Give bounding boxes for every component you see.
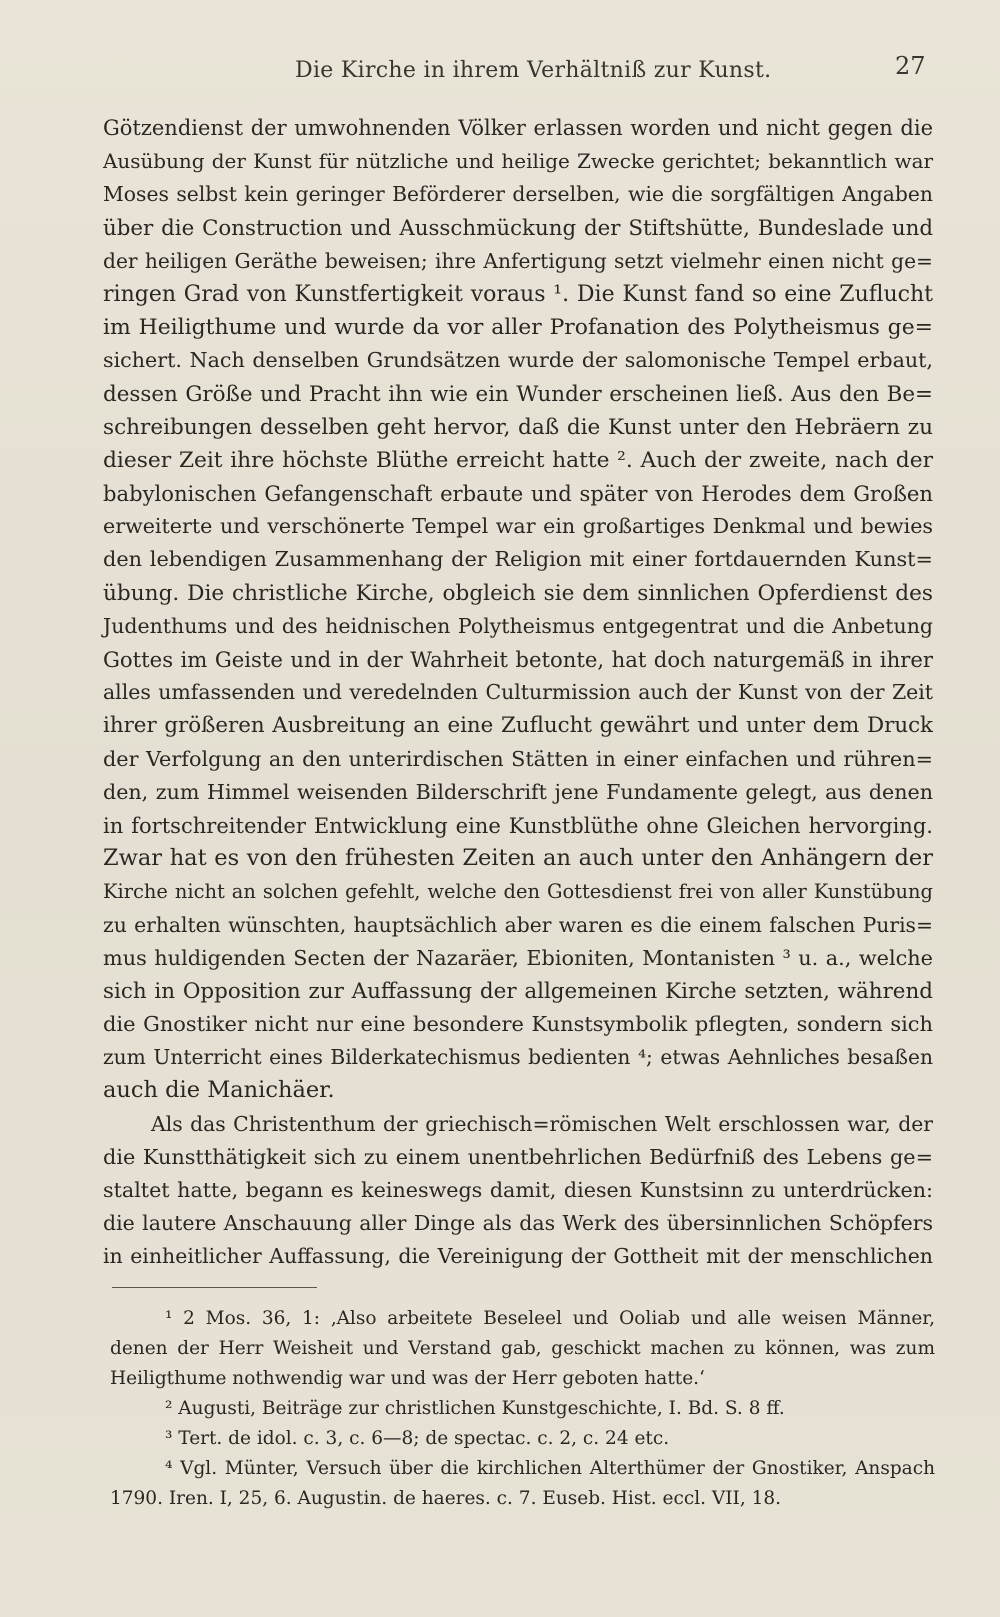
- text-line: mus huldigenden Secten der Nazaräer, Ebioniten, Montanisten ³ u. a., welche: [103, 945, 933, 970]
- text-line: dieser Zeit ihre höchste Blüthe erreicht hatte ². Auch der zweite, nach der: [103, 447, 933, 473]
- text-line: Götzendienst der umwohnenden Völker erlassen worden und nicht gegen die: [103, 116, 933, 140]
- footnote-line: ² Augusti, Beiträge zur christlichen Kunstgeschichte, I. Bd. S. 8 ff.: [165, 1398, 785, 1419]
- text-line: schreibungen desselben geht hervor, daß die Kunst unter den Hebräern zu: [103, 414, 933, 440]
- text-line: die lautere Anschauung aller Dinge als das Werk des übersinnlichen Schöpfers: [103, 1211, 933, 1236]
- body-text: [103, 112, 933, 1274]
- text-line: Ausübung der Kunst für nützliche und heilige Zwecke gerichtet; bekanntlich war: [103, 149, 933, 174]
- text-line: ringen Grad von Kunstfertigkeit voraus ¹. Die Kunst fand so eine Zuflucht: [103, 281, 933, 307]
- text-line: in einheitlicher Auffassung, die Vereinigung der Gottheit mit der menschlichen: [103, 1244, 933, 1269]
- text-line: die Gnostiker nicht nur eine besondere Kunstsymbolik pflegten, sondern sich: [103, 1012, 933, 1037]
- footnote-line: ⁴ Vgl. Münter, Versuch über die kirchlichen Alterthümer der Gnostiker, Anspach: [165, 1458, 935, 1479]
- text-line: Als das Christenthum der griechisch=römischen Welt erschlossen war, der: [151, 1111, 933, 1136]
- text-line: in fortschreitender Entwicklung eine Kunstblüthe ohne Gleichen hervorging.: [103, 812, 933, 838]
- footnotes: [110, 1304, 935, 1514]
- text-line: dessen Größe und Pracht ihn wie ein Wunder erscheinen ließ. Aus den Be=: [103, 381, 933, 407]
- footnote-line: denen der Herr Weisheit und Verstand gab, geschickt machen zu können, was zum: [110, 1338, 935, 1359]
- text-line: übung. Die christliche Kirche, obgleich sie dem sinnlichen Opferdienst des: [103, 580, 933, 606]
- text-line: im Heiligthume und wurde da vor aller Profanation des Polytheismus ge=: [103, 315, 933, 341]
- text-line: zum Unterricht eines Bilderkatechismus bedienten ⁴; etwas Aehnliches besaßen: [103, 1045, 933, 1070]
- text-line: Gottes im Geiste und in der Wahrheit betonte, hat doch naturgemäß in ihrer: [103, 647, 933, 672]
- footnote-line: ¹ 2 Mos. 36, 1: ‚Also arbeitete Beseleel und Ooliab und alle weisen Männer,: [165, 1308, 935, 1329]
- text-line: babylonischen Gefangenschaft erbaute und später von Herodes dem Großen: [103, 481, 933, 507]
- text-line: den lebendigen Zusammenhang der Religion mit einer fortdauernden Kunst=: [103, 547, 933, 572]
- text-line: der Verfolgung an den unterirdischen Stätten in einer einfachen und rühren=: [103, 746, 933, 771]
- footnote-line: 1790. Iren. I, 25, 6. Augustin. de haeres. c. 7. Euseb. Hist. eccl. VII, 18.: [110, 1488, 782, 1509]
- text-line: erweiterte und verschönerte Tempel war ein großartiges Denkmal und bewies: [103, 514, 933, 539]
- text-line: sich in Opposition zur Auffassung der allgemeinen Kirche setzten, während: [103, 978, 933, 1004]
- running-head: [0, 52, 1000, 92]
- text-line: ihrer größeren Ausbreitung an eine Zuflucht gewährt und unter dem Druck: [103, 713, 933, 739]
- footnote-line: Heiligthume nothwendig war und was der Herr geboten hatte.‘: [110, 1368, 705, 1389]
- text-line: Kirche nicht an solchen gefehlt, welche den Gottesdienst frei von aller Kunstübung: [103, 880, 933, 904]
- text-line: auch die Manichäer.: [103, 1077, 335, 1104]
- text-line: sichert. Nach denselben Grundsätzen wurde der salomonische Tempel erbaut,: [103, 348, 933, 373]
- text-line: die Kunstthätigkeit sich zu einem unentbehrlichen Bedürfniß des Lebens ge=: [103, 1144, 933, 1169]
- footnote-rule: [112, 1287, 317, 1288]
- text-line: Moses selbst kein geringer Beförderer derselben, wie die sorgfältigen Angaben: [103, 182, 933, 207]
- text-line: zu erhalten wünschten, hauptsächlich aber waren es die einem falschen Puris=: [103, 912, 933, 937]
- text-line: Zwar hat es von den frühesten Zeiten an auch unter den Anhängern der: [103, 845, 933, 872]
- running-title: Die Kirche in ihrem Verhältniß zur Kunst.: [295, 58, 772, 83]
- footnote-line: ³ Tert. de idol. c. 3, c. 6—8; de spectac. c. 2, c. 24 etc.: [165, 1428, 670, 1449]
- text-line: über die Construction und Ausschmückung der Stiftshütte, Bundeslade und: [103, 215, 933, 241]
- text-line: den, zum Himmel weisenden Bilderschrift jene Fundamente gelegt, aus denen: [103, 779, 933, 804]
- text-line: Judenthums und des heidnischen Polytheismus entgegentrat und die Anbetung: [103, 613, 933, 638]
- text-line: der heiligen Geräthe beweisen; ihre Anfertigung setzt vielmehr einen nicht ge=: [103, 248, 933, 273]
- text-line: alles umfassenden und veredelnden Culturmission auch der Kunst von der Zeit: [103, 680, 933, 705]
- page-number: 27: [895, 52, 926, 80]
- text-line: staltet hatte, begann es keineswegs damit, diesen Kunstsinn zu unterdrücken:: [103, 1178, 933, 1202]
